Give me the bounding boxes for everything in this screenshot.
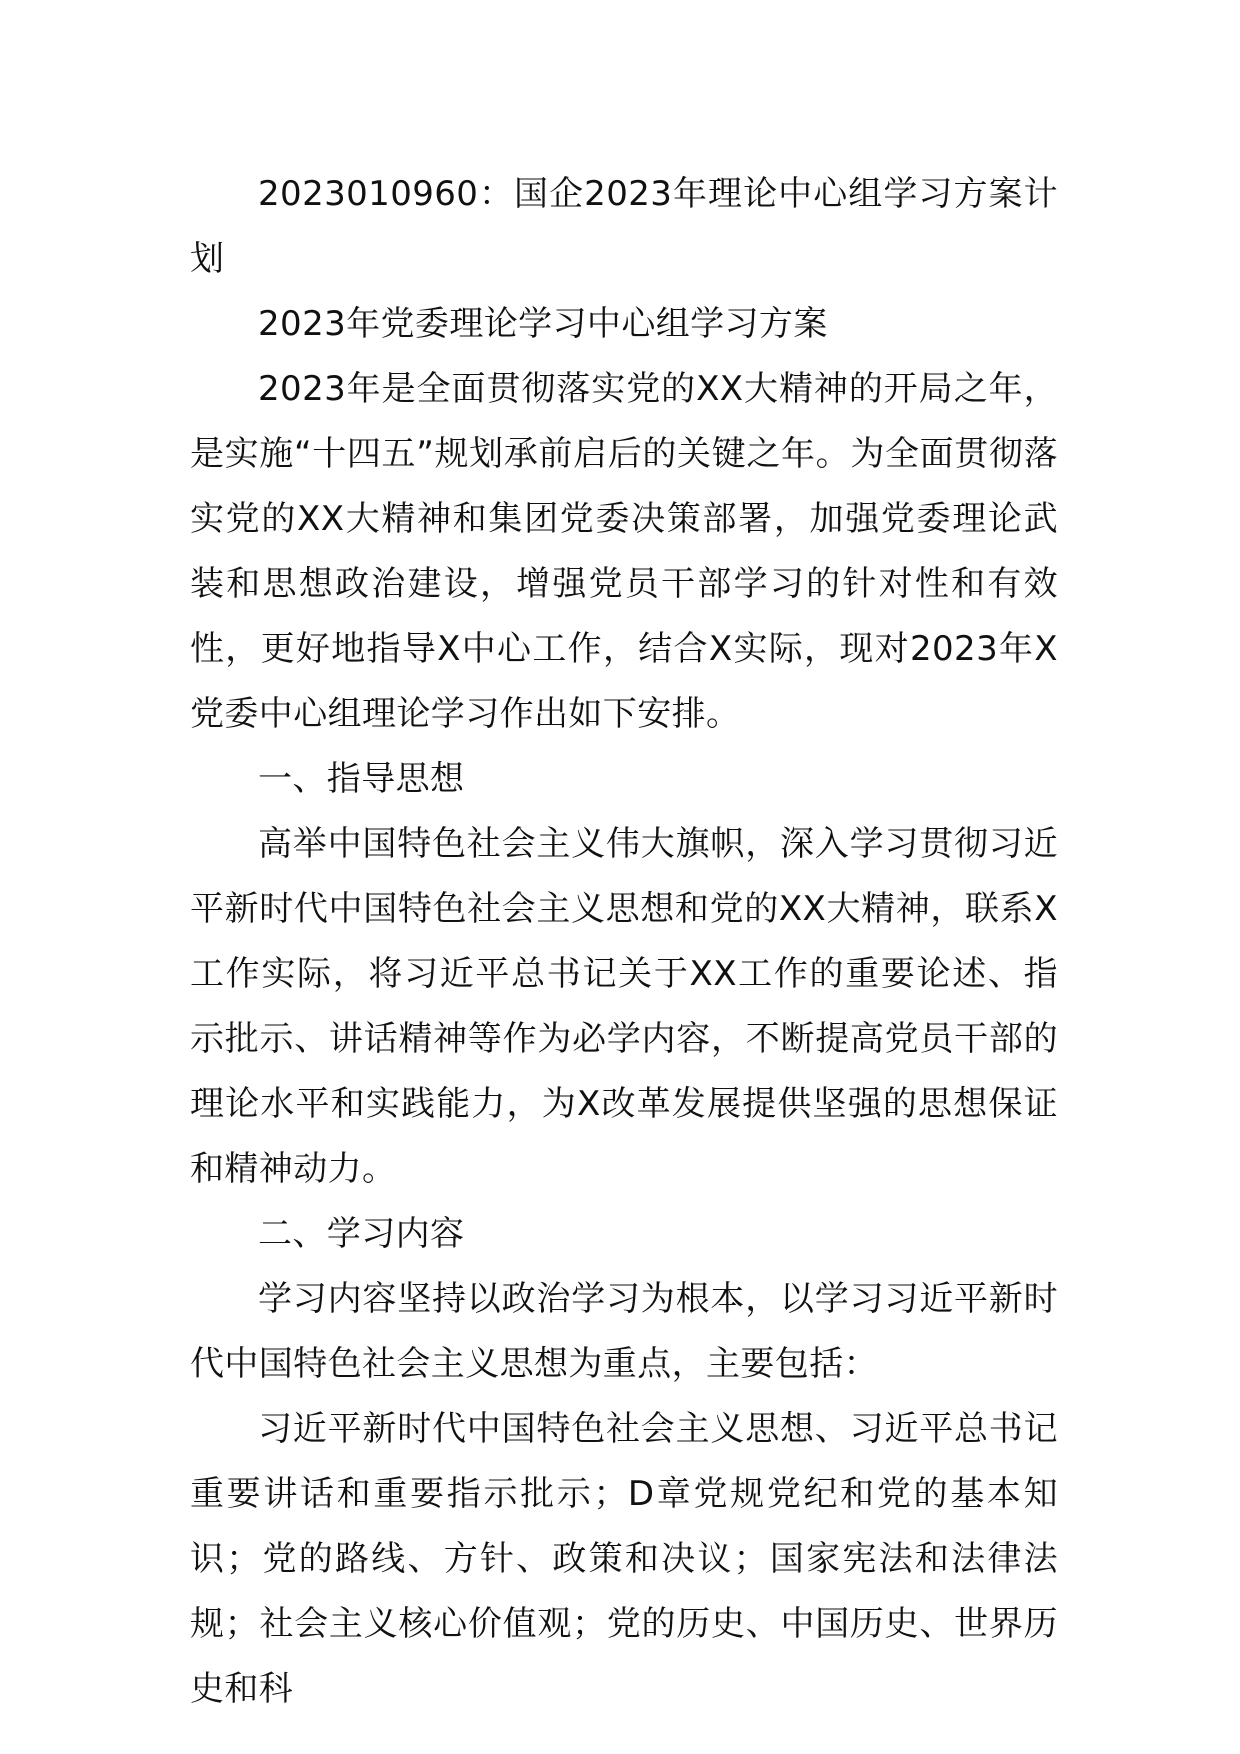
- section-heading-guiding-thought: 一、指导思想: [258, 759, 465, 799]
- document-page: [190, 162, 1058, 1722]
- intro-paragraph: 2023年是全面贯彻落实党的XX大精神的开局之年，是实施“十四五”规划承前启后的关键之年。为全面贯彻落实党的XX大精神和集团党委决策部署，加强党委理论武装和思想政治建设，增强党员干部学习的针对性和有效性，更好地指导X中心工作，结合X实际，现对2023年X党委中心组理论学习作出如下安排。: [190, 369, 1058, 734]
- document-title: 2023年党委理论学习中心组学习方案: [258, 304, 828, 344]
- section-body-study-content-list: 习近平新时代中国特色社会主义思想、习近平总书记重要讲话和重要指示批示；D章党规党纪和党的基本知识；党的路线、方针、政策和决议；国家宪法和法律法规；社会主义核心价值观；党的历史、中国历史、世界历史和科: [190, 1409, 1058, 1709]
- section-body-study-content-intro: 学习内容坚持以政治学习为根本，以学习习近平新时代中国特色社会主义思想为重点，主要包括：: [190, 1279, 1058, 1384]
- section-heading-study-content: 二、学习内容: [258, 1214, 465, 1254]
- section-body-guiding-thought: 高举中国特色社会主义伟大旗帜，深入学习贯彻习近平新时代中国特色社会主义思想和党的XX大精神，联系X工作实际，将习近平总书记关于XX工作的重要论述、指示批示、讲话精神等作为必学内容，不断提高党员干部的理论水平和实践能力，为X改革发展提供坚强的思想保证和精神动力。: [190, 824, 1058, 1189]
- document-header-line: 2023010960：国企2023年理论中心组学习方案计划: [190, 174, 1058, 279]
